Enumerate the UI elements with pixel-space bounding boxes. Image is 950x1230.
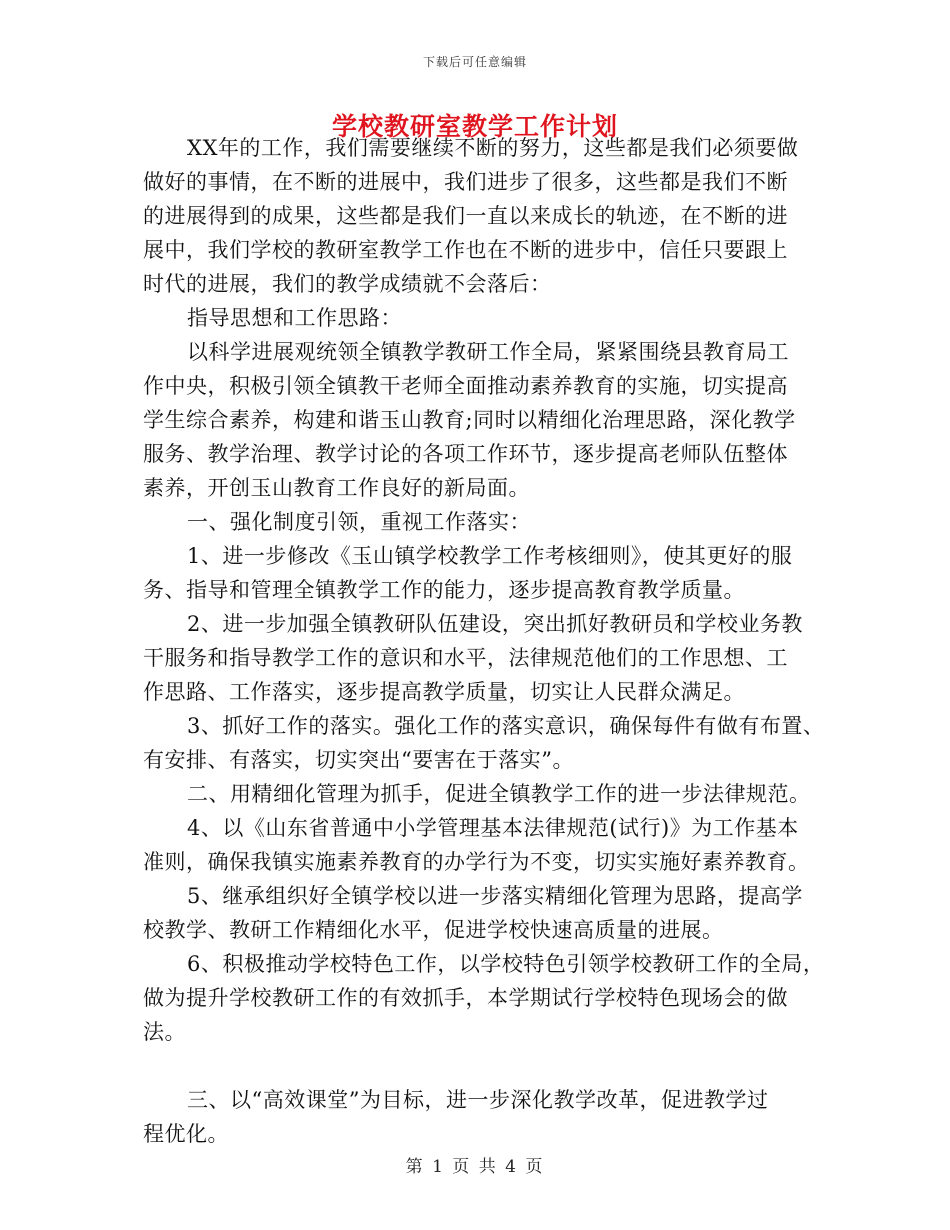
body-line: 3、抓好工作的落实。强化工作的落实意识，确保每件有做有布置、 (187, 714, 825, 738)
body-line: 素养，开创玉山教育工作良好的新局面。 (143, 476, 530, 500)
body-line: 有安排、有落实，切实突出“要害在于落实”。 (143, 748, 574, 772)
body-line: 的进展得到的成果，这些都是我们一直以来成长的轨迹，在不断的进 (143, 204, 788, 228)
body-line: 做为提升学校教研工作的有效抓手，本学期试行学校特色现场会的做 (143, 986, 788, 1010)
body-line: 法。 (143, 1020, 186, 1044)
body-line: 校教学、教研工作精细化水平，促进学校快速高质量的进展。 (143, 918, 724, 942)
header-note: 下载后可任意编辑 (422, 55, 527, 69)
body-line: XX年的工作，我们需要继续不断的努力，这些都是我们必须要做 (187, 136, 799, 160)
body-line: 1、进一步修改《玉山镇学校教学工作考核细则》，使其更好的服 (187, 544, 793, 568)
body-line: 务、指导和管理全镇教学工作的能力，逐步提高教育教学质量。 (143, 578, 745, 602)
body-line: 做好的事情，在不断的进展中，我们进步了很多，这些都是我们不断 (143, 170, 788, 194)
body-line: 6、积极推动学校特色工作，以学校特色引领学校教研工作的全局， (187, 952, 825, 976)
page-footer: 第 1 页 共 4 页 (405, 1157, 545, 1177)
body-line: 2、进一步加强全镇教研队伍建设，突出抓好教研员和学校业务教 (187, 612, 803, 636)
body-line: 准则，确保我镇实施素养教育的办学行为不变，切实实施好素养教育。 (143, 850, 810, 874)
body-line: 干服务和指导教学工作的意识和水平，法律规范他们的工作思想、工 (143, 646, 788, 670)
body-line: 作中央，积极引领全镇教干老师全面推动素养教育的实施，切实提高 (143, 374, 788, 398)
body-line: 以科学进展观统领全镇教学教研工作全局，紧紧围绕县教育局工 (187, 340, 789, 364)
section-heading: 三、以“高效课堂”为目标，进一步深化教学改革，促进教学过 (187, 1088, 769, 1112)
body-line: 作思路、工作落实，逐步提高教学质量，切实让人民群众满足。 (143, 680, 745, 704)
body-line: 5、继承组织好全镇学校以进一步落实精细化管理为思路，提高学 (187, 884, 803, 908)
section-heading: 一、强化制度引领，重视工作落实： (187, 510, 531, 534)
document-body (143, 131, 825, 1151)
body-line: 服务、教学治理、教学讨论的各项工作环节，逐步提高老师队伍整体 (143, 442, 788, 466)
body-line: 展中，我们学校的教研室教学工作也在不断的进步中，信任只要跟上 (143, 238, 788, 262)
body-line: 程优化。 (143, 1122, 229, 1146)
body-line: 学生综合素养，构建和谐玉山教育;同时以精细化治理思路，深化教学 (143, 408, 796, 432)
body-line: 4、以《山东省普通中小学管理基本法律规范(试行)》为工作基本 (187, 816, 799, 840)
body-line: 时代的进展，我们的教学成绩就不会落后： (143, 272, 552, 296)
blank-line (143, 1049, 825, 1083)
section-heading: 指导思想和工作思路： (187, 306, 402, 330)
document-title: 学校教研室教学工作计划 (331, 112, 618, 141)
section-heading: 二、用精细化管理为抓手，促进全镇教学工作的进一步法律规范。 (187, 782, 811, 806)
